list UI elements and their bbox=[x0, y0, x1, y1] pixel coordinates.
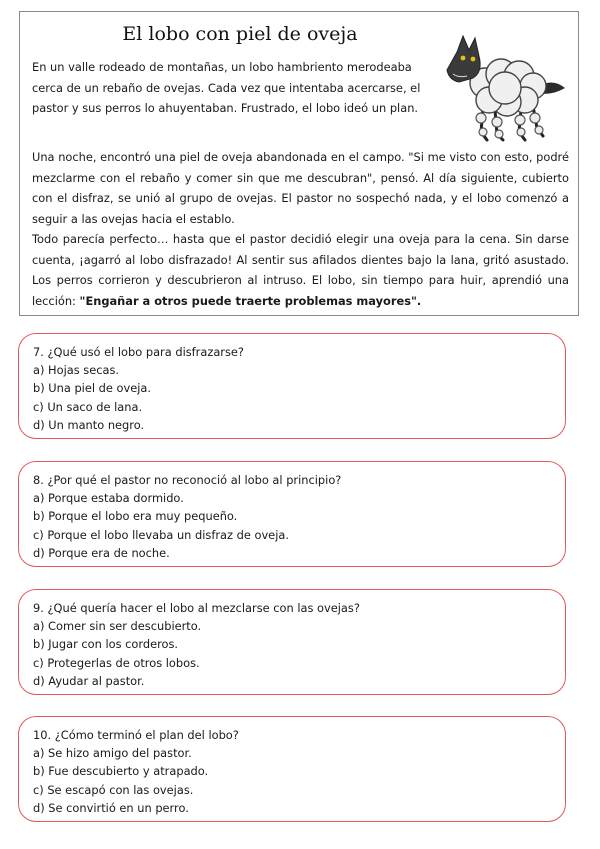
option-d[interactable]: d) Un manto negro. bbox=[33, 417, 145, 432]
question-box-7 bbox=[18, 333, 566, 439]
option-b[interactable]: b) Una piel de oveja. bbox=[33, 381, 151, 396]
question-box-9 bbox=[18, 589, 566, 695]
story-paragraph-3-text: Todo parecía perfecto… hasta que el pastor decidió elegir una oveja para la cena. Sin darse cuenta, ¡agarró al lobo disfrazado! Al sentir sus afilados dientes bajo la lana, gritó asustado. Los perros corrieron y descubrieron al intruso. El lobo, sin tiempo para huir, aprendió una lección: bbox=[32, 232, 569, 308]
story-title: El lobo con piel de oveja bbox=[122, 23, 358, 45]
question-text: 9. ¿Qué quería hacer el lobo al mezclarse con las ovejas? bbox=[33, 601, 360, 615]
option-d[interactable]: d) Se convirtió en un perro. bbox=[33, 800, 189, 815]
question-box-8 bbox=[18, 461, 566, 567]
option-a[interactable]: a) Hojas secas. bbox=[33, 363, 120, 378]
story-box bbox=[19, 11, 579, 316]
option-c[interactable]: c) Se escapó con las ovejas. bbox=[33, 782, 194, 797]
question-box-10 bbox=[18, 716, 566, 822]
question-block bbox=[33, 599, 360, 690]
story-paragraph-1: En un valle rodeado de montañas, un lobo hambriento merodeaba cerca de un rebaño de ovejas. Cada vez que intentaba acercarse, el pastor y sus perros lo ahuyentaban. Frustrado, el lobo ideó un plan. bbox=[32, 60, 421, 115]
option-d[interactable]: d) Ayudar al pastor. bbox=[33, 673, 145, 688]
option-a[interactable]: a) Comer sin ser descubierto. bbox=[33, 619, 202, 634]
option-a[interactable]: a) Se hizo amigo del pastor. bbox=[33, 746, 192, 761]
option-a[interactable]: a) Porque estaba dormido. bbox=[33, 491, 184, 506]
question-block bbox=[33, 726, 239, 817]
option-c[interactable]: c) Protegerlas de otros lobos. bbox=[33, 655, 200, 670]
option-b[interactable]: b) Fue descubierto y atrapado. bbox=[33, 764, 209, 779]
question-block bbox=[33, 343, 244, 434]
option-b[interactable]: b) Jugar con los corderos. bbox=[33, 637, 179, 652]
option-b[interactable]: b) Porque el lobo era muy pequeño. bbox=[33, 509, 238, 524]
story-paragraph-2 bbox=[32, 147, 569, 311]
option-d[interactable]: d) Porque era de noche. bbox=[33, 545, 170, 560]
story-moral: "Engañar a otros puede traerte problemas mayores". bbox=[79, 293, 422, 308]
option-c[interactable]: c) Porque el lobo llevaba un disfraz de oveja. bbox=[33, 527, 289, 542]
question-text: 7. ¿Qué usó el lobo para disfrazarse? bbox=[33, 345, 244, 359]
option-c[interactable]: c) Un saco de lana. bbox=[33, 399, 143, 414]
question-text: 8. ¿Por qué el pastor no reconoció al lobo al principio? bbox=[33, 473, 342, 487]
story-paragraph-2-text: Una noche, encontró una piel de oveja abandonada en el campo. "Si me visto con esto, podré mezclarme con el rebaño y comer sin que me descubran", pensó. Al día siguiente, cubierto con el disfraz, se unió al grupo de ovejas. El pastor no sospechó nada, y el lobo comenzó a seguir a las ovejas hacia el establo. bbox=[32, 150, 569, 226]
wolf-in-sheep-clothing-illustration bbox=[435, 28, 567, 148]
question-block bbox=[33, 471, 341, 562]
question-text: 10. ¿Cómo terminó el plan del lobo? bbox=[33, 728, 239, 742]
